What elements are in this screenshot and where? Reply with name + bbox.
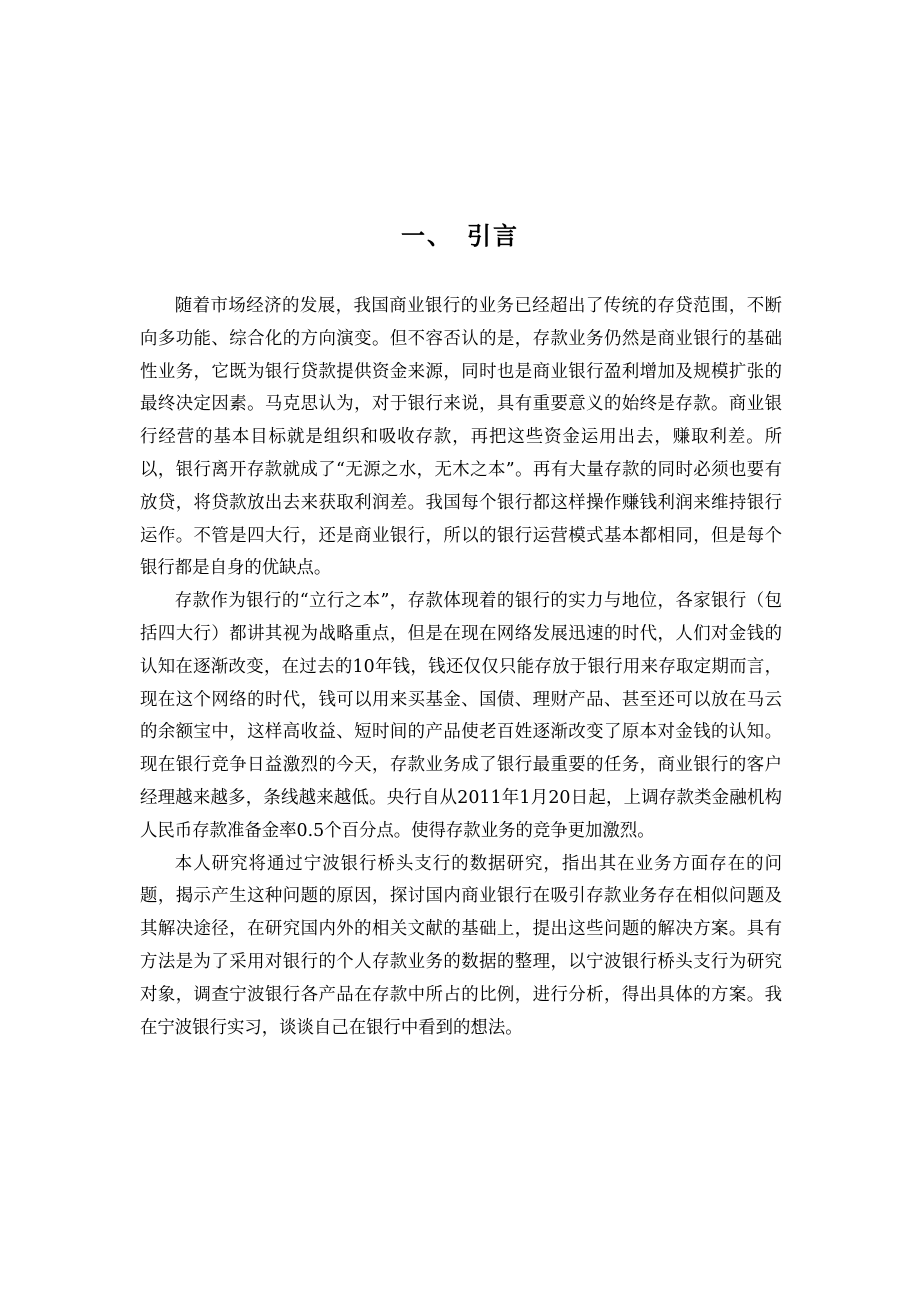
- paragraph-intro: 随着市场经济的发展，我国商业银行的业务已经超出了传统的存贷范围，不断向多功能、综合化的方向演变。但不容否认的是，存款业务仍然是商业银行的基础性业务，它既为银行贷款提供资金来源，同时也是商业银行盈利增加及规模扩张的最终决定因素。马克思认为，对于银行来说，具有重要意义的始终是存款。商业银行经营的基本目标就是组织和吸收存款，再把这些资金运用出去，赚取利差。所以，银行离开存款就成了“无源之水，无木之本”。再有大量存款的同时必须也要有放贷，将贷款放出去来获取利润差。我国每个银行都这样操作赚钱利润来维持银行运作。不管是四大行，还是商业银行，所以的银行运营模式基本都相同，但是每个银行都是自身的优缺点。: [140, 296, 782, 579]
- section-title: 引言: [467, 222, 519, 251]
- body-text: [140, 290, 782, 1044]
- section-heading: [0, 216, 920, 256]
- section-number: 一、: [401, 222, 453, 251]
- paragraph-deposit-role: 存款作为银行的“立行之本”，存款体现着的银行的实力与地位，各家银行（包括四大行）都讲其视为战略重点，但是在现在网络发展迅速的时代，人们对金钱的认知在逐渐改变，在过去的10年钱，钱还仅仅只能存放于银行用来存取定期而言，现在这个网络的时代，钱可以用来买基金、国债、理财产品、甚至还可以放在马云的余额宝中，这样高收益、短时间的产品使老百姓逐渐改变了原本对金钱的认知。现在银行竞争日益激烈的今天，存款业务成了银行最重要的任务，商业银行的客户经理越来越多，条线越来越低。央行自从2011年1月20日起，上调存款类金融机构人民币存款准备金率0.5个百分点。使得存款业务的竞争更加激烈。: [140, 591, 782, 841]
- paragraph-research-plan: 本人研究将通过宁波银行桥头支行的数据研究，指出其在业务方面存在的问题，揭示产生这种问题的原因，探讨国内商业银行在吸引存款业务存在相似问题及其解决途径，在研究国内外的相关文献的基础上，提出这些问题的解决方案。具有方法是为了采用对银行的个人存款业务的数据的整理，以宁波银行桥头支行为研究对象，调查宁波银行各产品在存款中所占的比例，进行分析，得出具体的方案。我在宁波银行实习，谈谈自己在银行中看到的想法。: [140, 853, 782, 1038]
